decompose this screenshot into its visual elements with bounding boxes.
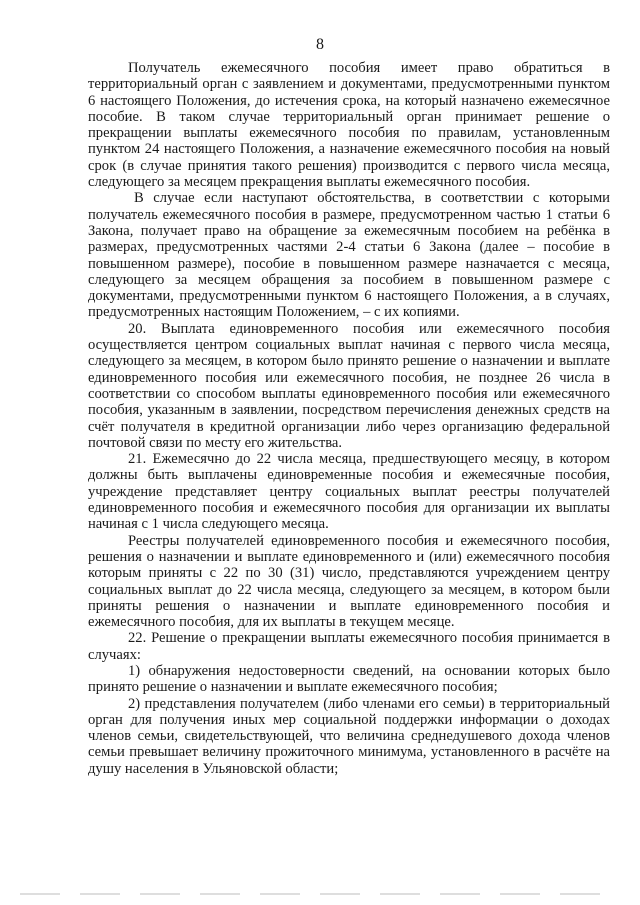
paragraph-item-20: 20. Выплата единовременного пособия или ежемесячного пособия осуществляется центром социальных выплат начиная с первого числа месяца, следующего за месяцем, в котором было принято решение о назначении и выплате единовременного пособия или ежемесячного пособия, не позднее 26 числа в соответствии со способом выплаты единовременного пособия или ежемесячного пособия, указанным в заявлении, посредством перечисления денежных средств на счёт получателя в кредитной организации либо через организацию федеральной почтовой связи по месту его жительства. (88, 320, 610, 451)
paragraph-registers: Реестры получателей единовременного пособия и ежемесячного пособия, решения о назначении и выплате единовременного и (или) ежемесячного пособия которым приняты с 22 по 30 (31) число, представляются учреждением центру социальных выплат до 22 числа месяца, следующего за месяцем, в котором были приняты решения о назначении и выплате единовременного пособия и ежемесячного пособия, для их выплаты в текущем месяце. (88, 532, 610, 631)
page-number: 8 (316, 36, 324, 53)
paragraph-item-21: 21. Ежемесячно до 22 числа месяца, предшествующего месяцу, в котором должны быть выплачены единовременные пособия и ежемесячные пособия, учреждение представляет центру социальных выплат реестры получателей единовременного пособия и ежемесячного пособия для организации их выплаты начиная с 1 числа следующего месяца. (88, 451, 610, 533)
paragraph-item-22: 22. Решение о прекращении выплаты ежемесячного пособия принимается в случаях: (88, 630, 610, 663)
paragraph-increased-allowance: В случае если наступают обстоятельства, в соответствии с которыми получатель ежемесячного пособия в размере, предусмотренном частью 1 статьи 6 Закона, получает право на обращение за ежемесячным пособием на ребёнка в размерах, предусмотренных частями 2-4 статьи 6 Закона (далее – пособие в повышенном размере), пособие в повышенном размере назначается с месяца, следующего за месяцем обращения за пособием в повышенном размере с документами, предусмотренными пунктом 6 настоящего Положения, а в случаях, предусмотренных настоящим Положением, – с их копиями. (88, 190, 610, 321)
paragraph-early-reapplication: Получатель ежемесячного пособия имеет право обратиться в территориальный орган с заявлением и документами, предусмотренными пунктом 6 настоящего Положения, до истечения срока, на который назначено ежемесячное пособие. В таком случае территориальный орган принимает решение о прекращении выплаты ежемесячного пособия по правилам, установленным пунктом 24 настоящего Положения, а назначение ежемесячного пособия на новый срок (в случае принятия такого решения) производится с первого числа месяца, следующего за месяцем прекращения выплаты ежемесячного пособия. (88, 60, 610, 191)
paragraph-case-2: 2) представления получателем (либо членами его семьи) в территориальный орган для получения иных мер социальной поддержки информации о доходах членов семьи, свидетельствующей, что величина среднедушевого дохода членов семьи превышает величину прожиточного минимума, установленного в расчёте на душу населения в Ульяновской области; (88, 695, 610, 777)
paragraph-case-1: 1) обнаружения недостоверности сведений, на основании которых было принято решение о назначении и выплате ежемесячного пособия; (88, 662, 610, 696)
document-body (88, 60, 610, 777)
scan-edge-artifact (20, 893, 620, 895)
